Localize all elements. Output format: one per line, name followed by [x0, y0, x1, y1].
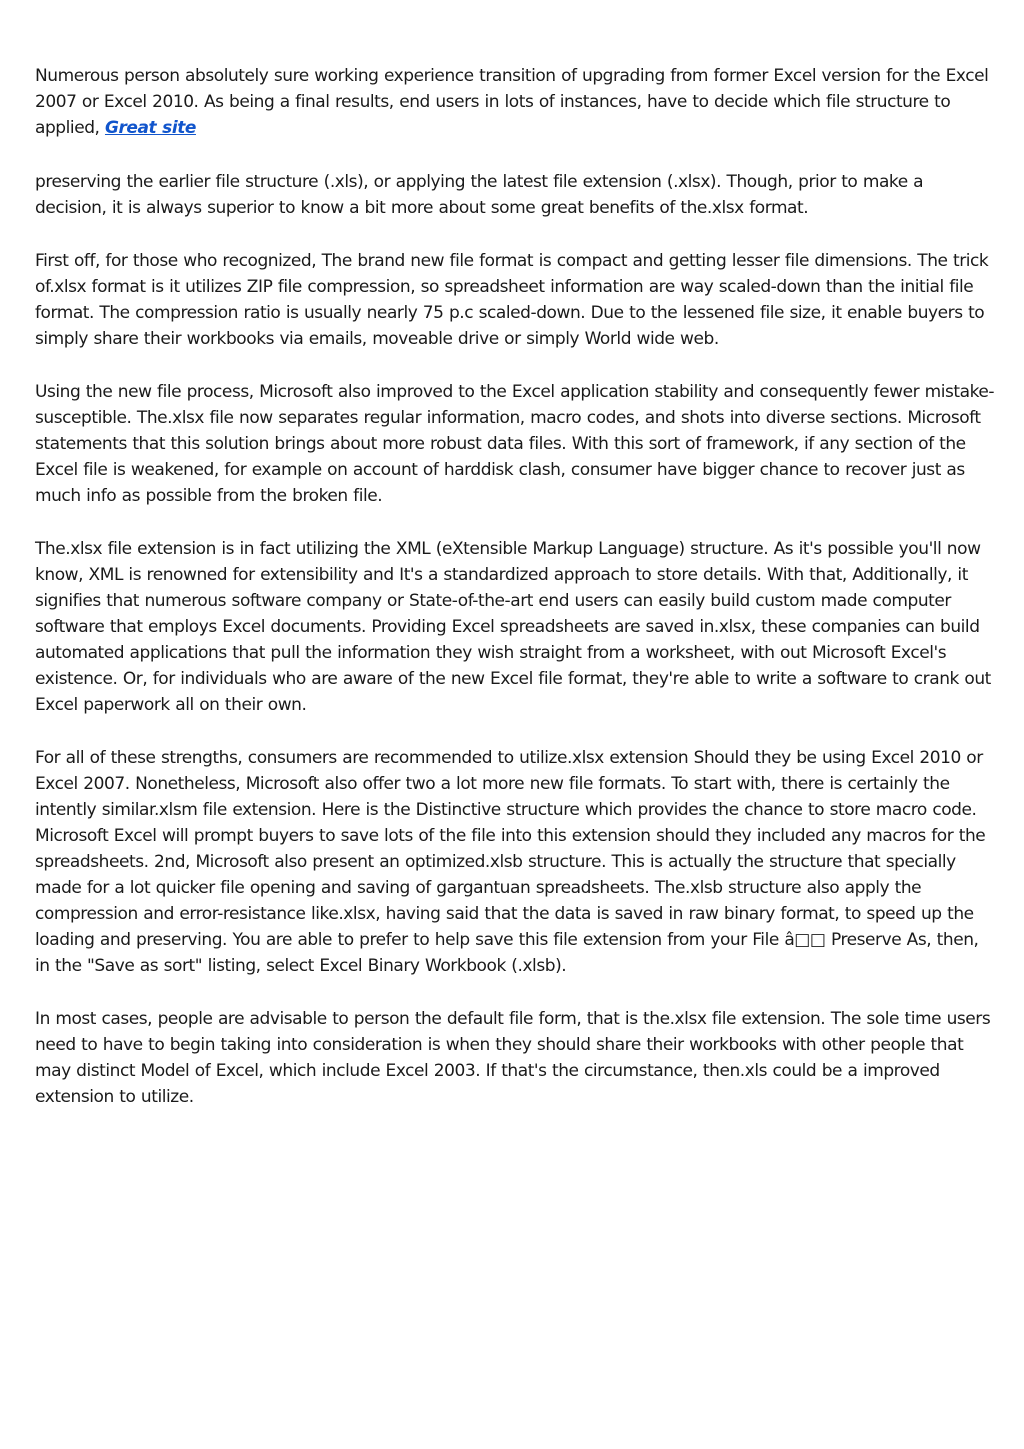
paragraph-conclusion: In most cases, people are advisable to person the default file form, that is the.xlsx file extension. The sole time users need to have to begin taking into consideration is when they should share their workbooks with other people that may distinct Model of Excel, which include Excel 2003. If that's the circumstance, then.xls could be a improved extension to utilize. — [35, 1009, 991, 1107]
paragraph-file-structure: preserving the earlier file structure (.xls), or applying the latest file extension (.xlsx). Though, prior to make a decision, it is always superior to know a bit more about some great benefits of the.xlsx format. — [35, 172, 924, 218]
paragraph-stability: Using the new file process, Microsoft also improved to the Excel application stability and consequently fewer mistake-susceptible. The.xlsx file now separates regular information, macro codes, and shots into diverse sections. Microsoft statements that this solution brings about more robust data files. With this sort of framework, if any section of the Excel file is weakened, for example on account of harddisk clash, consumer have bigger chance to recover just as much info as possible from the broken file. — [35, 382, 995, 506]
paragraph-formats: For all of these strengths, consumers are recommended to utilize.xlsx extension Should they be using Excel 2010 or Excel 2007. Nonetheless, Microsoft also offer two a lot more new file formats. To start with, there is certainly the intently similar.xlsm file extension. Here is the Distinctive structure which provides the chance to store macro code. Microsoft Excel will prompt buyers to save lots of the file into this extension should they included any macros for the spreadsheets. 2nd, Microsoft also present an optimized.xlsb structure. This is actually the structure that specially made for a lot quicker file opening and saving of gargantuan spreadsheets. The.xlsb structure also apply the compression and error-resistance like.xlsx, having said that the data is saved in raw binary format, to speed up the loading and preserving. You are able to prefer to help save this file extension from your File â□□ Preserve As, then, in the "Save as sort" listing, select Excel Binary Workbook (.xlsb). — [35, 748, 986, 976]
great-site-link[interactable]: Great site — [104, 118, 196, 138]
intro-paragraph — [35, 63, 995, 141]
article-body — [35, 63, 995, 1137]
paragraph-compression: First off, for those who recognized, The brand new file format is compact and getting lesser file dimensions. The trick of.xlsx format is it utilizes ZIP file compression, so spreadsheet information are way scaled-down than the initial file format. The compression ratio is usually nearly 75 p.c scaled-down. Due to the lessened file size, it enable buyers to simply share their workbooks via emails, moveable drive or simply World wide web. — [35, 251, 989, 349]
intro-text: Numerous person absolutely sure working experience transition of upgrading from former Excel version for the Excel 2007 or Excel 2010. As being a final results, end users in lots of instances, have to decide which file structure to applied, — [35, 66, 989, 138]
paragraph-xml: The.xlsx file extension is in fact utilizing the XML (eXtensible Markup Language) structure. As it's possible you'll now know, XML is renowned for extensibility and It's a standardized approach to store details. With that, Additionally, it signifies that numerous software company or State-of-the-art end users can easily build custom made computer software that employs Excel documents. Providing Excel spreadsheets are saved in.xlsx, these companies can build automated applications that pull the information they wish straight from a worksheet, with out Microsoft Excel's existence. Or, for individuals who are aware of the new Excel file format, they're able to write a software to crank out Excel paperwork all on their own. — [35, 539, 991, 715]
